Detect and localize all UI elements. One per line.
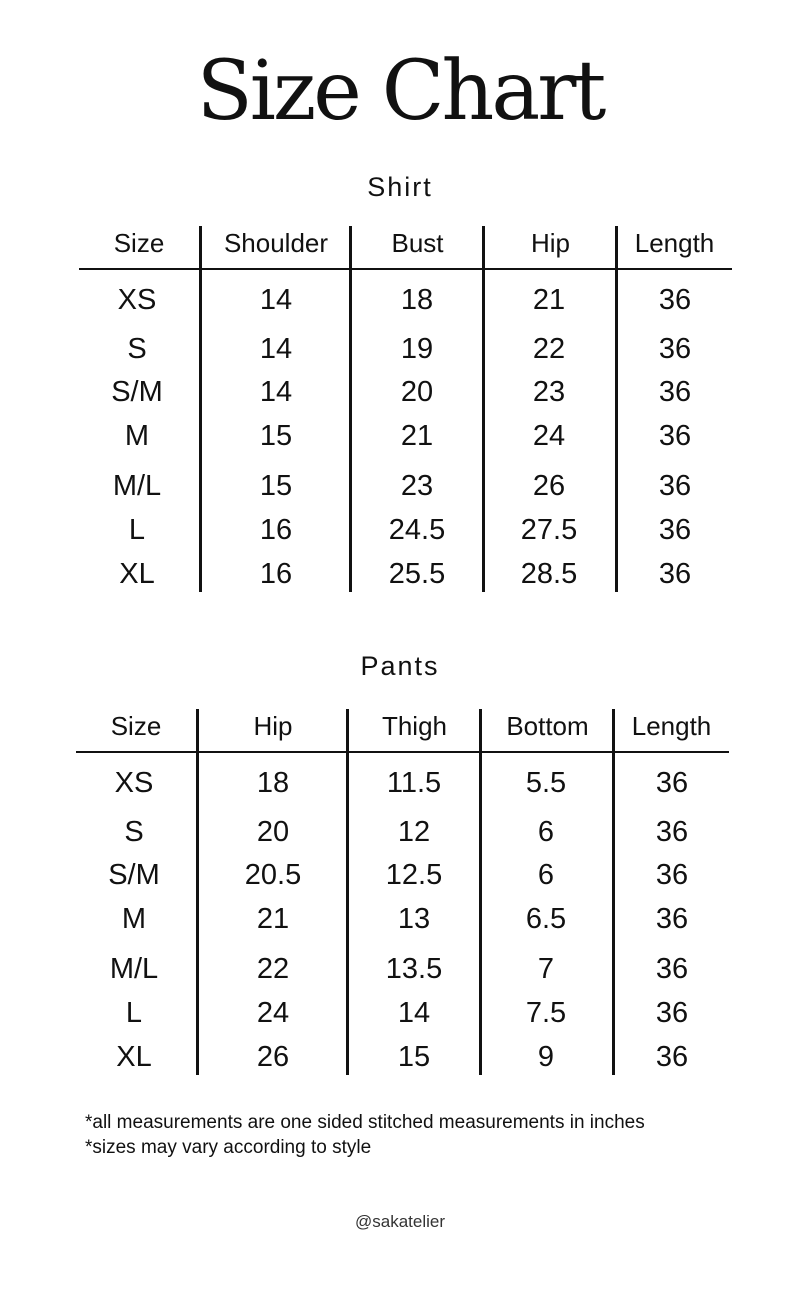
pants-cell-size: M/L <box>109 953 159 985</box>
shirt-cell-col2: 20 <box>400 376 434 408</box>
shirt-cell-length: 36 <box>658 470 692 502</box>
pants-cell-col1: 20 <box>256 816 290 848</box>
shirt-cell-col1: 16 <box>259 558 293 590</box>
pants-cell-col2: 11.5 <box>386 767 442 799</box>
column-header-bust: Bust <box>391 228 444 258</box>
shirt-cell-size: M <box>124 420 150 452</box>
shirt-cell-col1: 14 <box>259 284 293 316</box>
pants-size-table <box>76 707 729 1079</box>
shirt-cell-col3: 21 <box>532 284 566 316</box>
pants-cell-col1: 22 <box>256 953 290 985</box>
pants-cell-size: S <box>124 816 144 848</box>
measurement-note: *all measurements are one sided stitched measurements in inches <box>85 1112 645 1133</box>
pants-cell-size: L <box>125 997 143 1029</box>
shirt-cell-size: XL <box>119 558 155 590</box>
pants-cell-col1: 26 <box>256 1041 290 1073</box>
pants-cell-col2: 13.5 <box>385 953 443 985</box>
pants-cell-col2: 12.5 <box>385 859 443 891</box>
column-divider <box>479 709 482 1075</box>
column-divider <box>199 226 202 592</box>
pants-cell-col3: 6 <box>537 859 555 891</box>
pants-cell-col3: 6.5 <box>525 903 567 935</box>
pants-cell-length: 36 <box>655 997 689 1029</box>
pants-cell-col3: 9 <box>537 1041 555 1073</box>
pants-cell-length: 36 <box>655 816 689 848</box>
shirt-cell-col2: 25.5 <box>388 558 446 590</box>
shirt-cell-col1: 15 <box>259 420 293 452</box>
brand-handle: @sakatelier <box>354 1212 445 1231</box>
column-header-size: Size <box>113 228 165 258</box>
shirt-cell-length: 36 <box>658 376 692 408</box>
column-divider <box>615 226 618 592</box>
pants-cell-col2: 13 <box>397 903 431 935</box>
pants-cell-col2: 12 <box>397 816 431 848</box>
pants-cell-size: XL <box>116 1041 152 1073</box>
shirt-cell-length: 36 <box>658 558 692 590</box>
column-header-length: Length <box>634 228 715 258</box>
column-header-size: Size <box>110 711 162 741</box>
header-divider <box>76 751 729 753</box>
pants-cell-length: 36 <box>655 1041 689 1073</box>
pants-cell-col1: 24 <box>256 997 290 1029</box>
shirt-cell-length: 36 <box>658 420 692 452</box>
shirt-cell-col1: 14 <box>259 376 293 408</box>
shirt-cell-size: L <box>128 514 146 546</box>
pants-section-title: Pants <box>360 651 440 681</box>
pants-cell-col3: 6 <box>537 816 555 848</box>
pants-cell-size: XS <box>114 767 154 799</box>
column-divider <box>349 226 352 592</box>
pants-cell-length: 36 <box>655 859 689 891</box>
column-header-thigh: Thigh <box>381 711 448 741</box>
header-divider <box>79 268 732 270</box>
column-header-hip: Hip <box>530 228 570 258</box>
shirt-cell-col1: 15 <box>259 470 293 502</box>
shirt-cell-size: S <box>127 333 147 365</box>
shirt-cell-col2: 24.5 <box>388 514 446 546</box>
shirt-cell-size: S/M <box>111 376 163 408</box>
pants-cell-col3: 5.5 <box>525 767 567 799</box>
pants-cell-length: 36 <box>655 903 689 935</box>
pants-cell-size: S/M <box>108 859 160 891</box>
shirt-cell-col2: 18 <box>400 284 434 316</box>
shirt-cell-length: 36 <box>658 284 692 316</box>
shirt-cell-col3: 23 <box>532 376 566 408</box>
shirt-cell-col3: 27.5 <box>520 514 578 546</box>
pants-cell-col2: 14 <box>397 997 431 1029</box>
shirt-cell-col3: 22 <box>532 333 566 365</box>
shirt-cell-col3: 28.5 <box>520 558 578 590</box>
shirt-cell-col3: 26 <box>532 470 566 502</box>
pants-cell-col1: 18 <box>256 767 290 799</box>
page-title: Size Chart <box>196 44 604 139</box>
pants-cell-size: M <box>121 903 147 935</box>
shirt-cell-size: XS <box>117 284 157 316</box>
pants-cell-length: 36 <box>655 767 689 799</box>
pants-cell-col3: 7.5 <box>525 997 567 1029</box>
column-header-bottom: Bottom <box>506 711 589 741</box>
shirt-cell-col2: 21 <box>400 420 434 452</box>
shirt-section-title: Shirt <box>367 172 433 202</box>
pants-cell-length: 36 <box>655 953 689 985</box>
shirt-cell-size: M/L <box>112 470 162 502</box>
pants-cell-col1: 21 <box>256 903 290 935</box>
column-divider <box>196 709 199 1075</box>
sizing-note: *sizes may vary according to style <box>85 1137 372 1158</box>
column-header-length: Length <box>631 711 712 741</box>
column-divider <box>482 226 485 592</box>
shirt-cell-length: 36 <box>658 333 692 365</box>
column-divider <box>346 709 349 1075</box>
shirt-cell-col2: 23 <box>400 470 434 502</box>
shirt-cell-col1: 16 <box>259 514 293 546</box>
pants-cell-col2: 15 <box>397 1041 431 1073</box>
shirt-cell-col3: 24 <box>532 420 566 452</box>
shirt-cell-col2: 19 <box>400 333 434 365</box>
column-divider <box>612 709 615 1075</box>
pants-cell-col3: 7 <box>537 953 555 985</box>
pants-cell-col1: 20.5 <box>244 859 302 891</box>
shirt-size-table <box>79 224 732 596</box>
column-header-hip: Hip <box>253 711 293 741</box>
shirt-cell-length: 36 <box>658 514 692 546</box>
shirt-cell-col1: 14 <box>259 333 293 365</box>
column-header-shoulder: Shoulder <box>223 228 329 258</box>
